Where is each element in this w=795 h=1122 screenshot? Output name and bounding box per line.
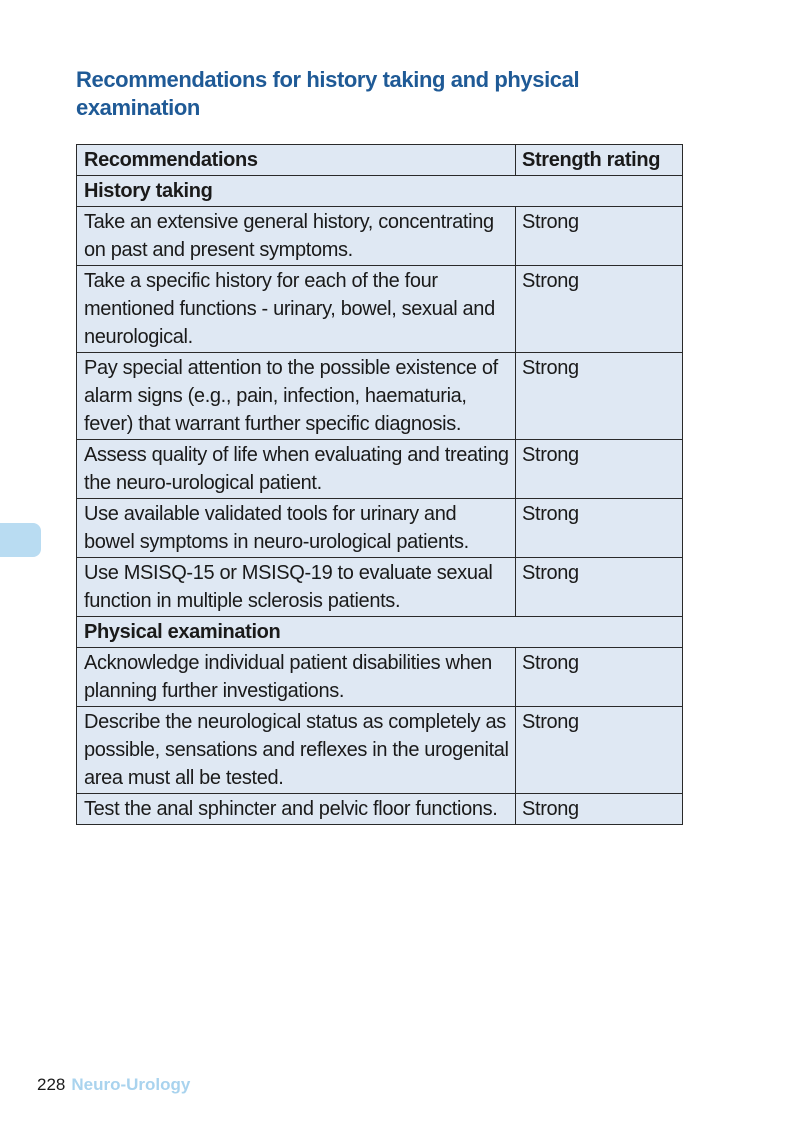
recommendation-text: Take an extensive general history, concentrating on past and present symptoms. [77, 207, 516, 266]
table-row [77, 266, 683, 353]
table-row [77, 440, 683, 499]
recommendation-text: Test the anal sphincter and pelvic floor functions. [77, 794, 516, 825]
table-row [77, 499, 683, 558]
strength-rating: Strong [516, 499, 683, 558]
chapter-side-tab [0, 523, 41, 557]
table-row [77, 558, 683, 617]
strength-rating: Strong [516, 207, 683, 266]
strength-rating: Strong [516, 353, 683, 440]
section-heading-physical-examination: Physical examination [77, 617, 683, 648]
column-header-recommendations: Recommendations [77, 145, 516, 176]
strength-rating: Strong [516, 558, 683, 617]
recommendation-text: Take a specific history for each of the four mentioned functions - urinary, bowel, sexual and neurological. [77, 266, 516, 353]
section-row [77, 176, 683, 207]
recommendation-text: Use MSISQ-15 or MSISQ-19 to evaluate sexual function in multiple sclerosis patients. [77, 558, 516, 617]
recommendation-text: Pay special attention to the possible existence of alarm signs (e.g., pain, infection, haematuria, fever) that warrant further specific diagnosis. [77, 353, 516, 440]
page-footer [37, 1074, 190, 1096]
page-title: Recommendations for history taking and physical examination [76, 67, 580, 120]
table-row [77, 794, 683, 825]
table-header-row [77, 145, 683, 176]
recommendation-text: Use available validated tools for urinary and bowel symptoms in neuro-urological patients. [77, 499, 516, 558]
page-number: 228 [37, 1075, 66, 1094]
section-row [77, 617, 683, 648]
strength-rating: Strong [516, 440, 683, 499]
recommendation-text: Assess quality of life when evaluating and treating the neuro-urological patient. [77, 440, 516, 499]
table-row [77, 707, 683, 794]
section-heading-history-taking: History taking [77, 176, 683, 207]
strength-rating: Strong [516, 266, 683, 353]
running-head: Neuro-Urology [71, 1075, 191, 1094]
recommendations-table [76, 144, 683, 825]
column-header-strength-rating: Strength rating [516, 145, 683, 176]
recommendation-text: Acknowledge individual patient disabilities when planning further investigations. [77, 648, 516, 707]
recommendation-text: Describe the neurological status as completely as possible, sensations and reflexes in the urogenital area must all be tested. [77, 707, 516, 794]
table-row [77, 207, 683, 266]
strength-rating: Strong [516, 707, 683, 794]
table-row [77, 648, 683, 707]
table-row [77, 353, 683, 440]
strength-rating: Strong [516, 648, 683, 707]
strength-rating: Strong [516, 794, 683, 825]
